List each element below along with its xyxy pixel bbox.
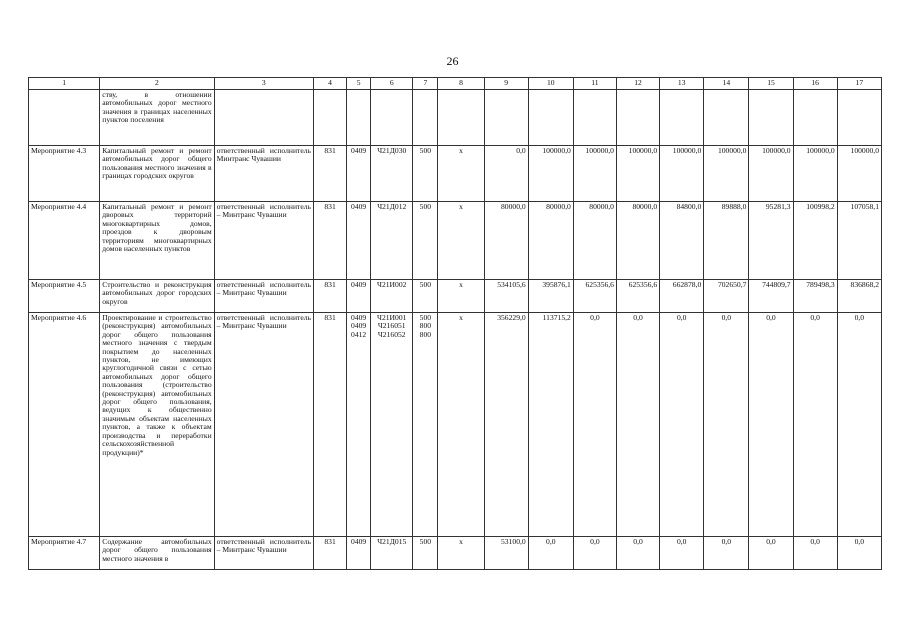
cell-grbs: 831 xyxy=(313,537,346,570)
cell-description: Капитальный ремонт и ремонт дворовых территорий многоквартирных домов, проездов к дворовым территориям многоквартирных домов населенных пунктов xyxy=(100,202,214,280)
cell-grbs: 831 xyxy=(313,146,346,202)
cell-value: 80000,0 xyxy=(484,202,528,280)
cell-value: 702650,7 xyxy=(704,280,749,313)
cell-measure xyxy=(29,90,100,146)
cell-value: 534105,6 xyxy=(484,280,528,313)
cell-measure: Мероприятие 4.3 xyxy=(29,146,100,202)
cell-vr: 500 xyxy=(413,146,438,202)
cell-executor: ответственный исполнитель Минтранс Чувашии xyxy=(214,146,313,202)
cell-source: х xyxy=(438,146,484,202)
cell-rzpr: 0409 xyxy=(347,537,371,570)
column-header: 17 xyxy=(837,78,881,90)
column-header: 10 xyxy=(528,78,573,90)
cell-measure: Мероприятие 4.4 xyxy=(29,202,100,280)
cell-value: 0,0 xyxy=(837,537,881,570)
table-row xyxy=(29,146,882,202)
table-row xyxy=(29,537,882,570)
cell-description: ству, в отношении автомобильных дорог местного значения в границах населенных пунктов поселения xyxy=(100,90,214,146)
column-header: 15 xyxy=(749,78,793,90)
cell-description: Капитальный ремонт и ремонт автомобильных дорог общего пользования местного значения в границах городских округов xyxy=(100,146,214,202)
header-row xyxy=(29,78,882,90)
cell-value xyxy=(837,90,881,146)
cell-value: 0,0 xyxy=(616,313,659,537)
cell-value xyxy=(528,90,573,146)
cell-value: 625356,6 xyxy=(616,280,659,313)
cell-csr: Ч21Д012 xyxy=(371,202,413,280)
cell-value xyxy=(616,90,659,146)
cell-value: 625356,6 xyxy=(573,280,616,313)
cell-value xyxy=(793,90,837,146)
cell-executor: ответственный исполнитель – Минтранс Чувашии xyxy=(214,313,313,537)
cell-rzpr: 0409 xyxy=(347,280,371,313)
cell-value: 53100,0 xyxy=(484,537,528,570)
cell-value: 100000,0 xyxy=(616,146,659,202)
cell-value: 0,0 xyxy=(660,537,704,570)
cell-value: 356229,0 xyxy=(484,313,528,537)
cell-value: 0,0 xyxy=(749,313,793,537)
cell-csr: Ч21Д030 xyxy=(371,146,413,202)
cell-executor: ответственный исполнитель – Минтранс Чувашии xyxy=(214,202,313,280)
column-header: 9 xyxy=(484,78,528,90)
cell-grbs: 831 xyxy=(313,202,346,280)
cell-source: х xyxy=(438,537,484,570)
cell-value: 0,0 xyxy=(749,537,793,570)
cell-value: 84800,0 xyxy=(660,202,704,280)
column-header: 12 xyxy=(616,78,659,90)
column-header: 3 xyxy=(214,78,313,90)
cell-value: 836868,2 xyxy=(837,280,881,313)
cell-value: 100000,0 xyxy=(660,146,704,202)
cell-rzpr xyxy=(347,90,371,146)
cell-value: 80000,0 xyxy=(616,202,659,280)
program-measures-table xyxy=(28,77,882,570)
cell-source: х xyxy=(438,280,484,313)
cell-value: 0,0 xyxy=(793,313,837,537)
cell-description: Строительство и реконструкция автомобильных дорог городских округов xyxy=(100,280,214,313)
cell-value: 789498,3 xyxy=(793,280,837,313)
cell-vr: 500 xyxy=(413,537,438,570)
cell-value: 0,0 xyxy=(704,313,749,537)
cell-measure: Мероприятие 4.5 xyxy=(29,280,100,313)
cell-rzpr: 0409 xyxy=(347,146,371,202)
cell-value: 80000,0 xyxy=(573,202,616,280)
cell-rzpr: 0409 xyxy=(347,202,371,280)
cell-executor: ответственный исполнитель – Минтранс Чувашии xyxy=(214,537,313,570)
cell-value xyxy=(573,90,616,146)
cell-grbs: 831 xyxy=(313,313,346,537)
column-header: 2 xyxy=(100,78,214,90)
cell-grbs xyxy=(313,90,346,146)
column-header: 16 xyxy=(793,78,837,90)
cell-value: 0,0 xyxy=(573,537,616,570)
cell-csr: Ч21И001 Ч216051 Ч216052 xyxy=(371,313,413,537)
cell-executor: ответственный исполнитель – Минтранс Чувашии xyxy=(214,280,313,313)
column-header: 5 xyxy=(347,78,371,90)
cell-value: 0,0 xyxy=(704,537,749,570)
column-header: 13 xyxy=(660,78,704,90)
column-header: 1 xyxy=(29,78,100,90)
cell-rzpr: 0409 0409 0412 xyxy=(347,313,371,537)
table-row xyxy=(29,313,882,537)
cell-value xyxy=(660,90,704,146)
cell-value: 100998,2 xyxy=(793,202,837,280)
column-header: 7 xyxy=(413,78,438,90)
cell-value: 107058,1 xyxy=(837,202,881,280)
cell-value: 95281,3 xyxy=(749,202,793,280)
cell-value: 0,0 xyxy=(660,313,704,537)
table-row xyxy=(29,202,882,280)
cell-value: 100000,0 xyxy=(573,146,616,202)
cell-value: 113715,2 xyxy=(528,313,573,537)
cell-value: 395876,1 xyxy=(528,280,573,313)
cell-description: Проектирование и строительство (реконструкция) автомобильных дорог общего пользования местного значения с твердым покрытием до населенных пунктов, не имеющих круглогодичной связи с сетью автомобильных дорог общего пользования (строительство (реконструкция) автомобильных дорог общего пользования, ведущих к общественно значимым объектам населенных пунктов, а также к объектам производства и переработки сельскохозяйственной продукции)* xyxy=(100,313,214,537)
cell-vr: 500 800 800 xyxy=(413,313,438,537)
cell-value: 0,0 xyxy=(616,537,659,570)
cell-source: х xyxy=(438,202,484,280)
cell-vr: 500 xyxy=(413,280,438,313)
column-header: 4 xyxy=(313,78,346,90)
cell-value: 100000,0 xyxy=(749,146,793,202)
cell-value: 100000,0 xyxy=(793,146,837,202)
cell-measure: Мероприятие 4.7 xyxy=(29,537,100,570)
cell-source xyxy=(438,90,484,146)
column-header: 8 xyxy=(438,78,484,90)
cell-value: 0,0 xyxy=(793,537,837,570)
cell-csr: Ч21И002 xyxy=(371,280,413,313)
cell-value: 0,0 xyxy=(484,146,528,202)
cell-value: 89888,0 xyxy=(704,202,749,280)
cell-value: 100000,0 xyxy=(704,146,749,202)
table-body xyxy=(29,90,882,570)
cell-description: Содержание автомобильных дорог общего пользования местного значения в xyxy=(100,537,214,570)
cell-vr xyxy=(413,90,438,146)
cell-value xyxy=(749,90,793,146)
cell-executor xyxy=(214,90,313,146)
cell-value: 662878,0 xyxy=(660,280,704,313)
table-row xyxy=(29,90,882,146)
cell-value: 0,0 xyxy=(528,537,573,570)
column-header: 6 xyxy=(371,78,413,90)
cell-value: 0,0 xyxy=(837,313,881,537)
page-number: 26 xyxy=(446,54,459,68)
cell-value: 0,0 xyxy=(573,313,616,537)
column-header: 11 xyxy=(573,78,616,90)
cell-csr: Ч21Д015 xyxy=(371,537,413,570)
cell-source: х xyxy=(438,313,484,537)
cell-grbs: 831 xyxy=(313,280,346,313)
table-row xyxy=(29,280,882,313)
cell-measure: Мероприятие 4.6 xyxy=(29,313,100,537)
cell-value: 744809,7 xyxy=(749,280,793,313)
cell-vr: 500 xyxy=(413,202,438,280)
column-header: 14 xyxy=(704,78,749,90)
cell-value: 80000,0 xyxy=(528,202,573,280)
cell-value xyxy=(484,90,528,146)
cell-value: 100000,0 xyxy=(837,146,881,202)
cell-value: 100000,0 xyxy=(528,146,573,202)
cell-value xyxy=(704,90,749,146)
cell-csr xyxy=(371,90,413,146)
